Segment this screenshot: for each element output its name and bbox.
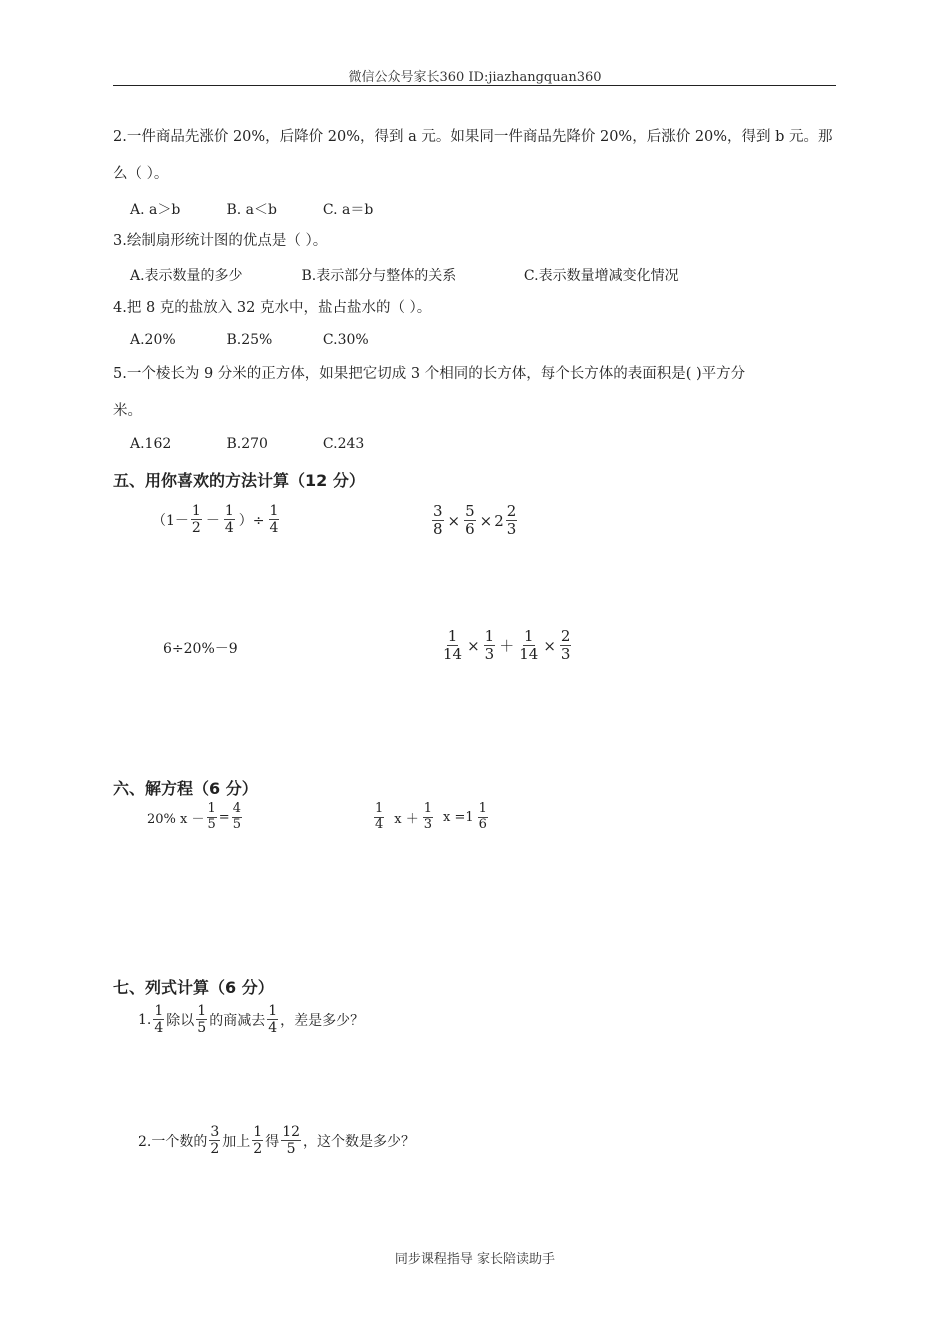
calc-expression-1: （1－ $\frac{1}{2}$ － $\frac{1}{4}$ ）÷ $\frac{1}{4}$: [152, 503, 279, 537]
calc-expression-4: $\frac{1}{14}$ × $\frac{1}{3}$ ＋ $\frac{1}{14}$ × $\frac{2}{3}$: [443, 627, 571, 664]
fraction: $\frac{1}{14}$: [443, 627, 463, 664]
fraction: $\frac{1}{4}$: [154, 1003, 164, 1037]
question-2-line1: 2.一件商品先涨价 20%，后降价 20%，得到 a 元。如果同一件商品先降价 20%，后涨价 20%，得到 b 元。那: [113, 129, 833, 145]
question-4: 4.把 8 克的盐放入 32 克水中，盐占盐水的（ ）。: [113, 300, 432, 316]
fraction: $\frac{1}{3}$: [484, 627, 495, 664]
option-a: A.20%: [130, 332, 176, 348]
fraction: $\frac{12}{5}$: [282, 1124, 301, 1158]
option-c: C.30%: [322, 332, 369, 348]
question-5-line1: 5.一个棱长为 9 分米的正方体，如果把它切成 3 个相同的长方体，每个长方体的表面积是( )平方分: [113, 366, 746, 382]
fraction: $\frac{3}{8}$: [433, 502, 443, 539]
fraction: $\frac{1}{5}$: [207, 801, 216, 832]
calc-expression-2: $\frac{3}{8}$ × $\frac{5}{6}$ × 2 $\frac{2}{3}$: [433, 502, 517, 539]
section-7-title: 七、列式计算（6 分）: [113, 978, 274, 997]
fraction: $\frac{3}{2}$: [210, 1124, 220, 1158]
question-4-options: [130, 332, 369, 348]
fraction: $\frac{1}{4}$: [375, 801, 384, 832]
fraction: $\frac{1}{4}$: [224, 503, 234, 537]
page-header: 微信公众号家长360 ID:jiazhangquan360: [348, 70, 602, 85]
page-footer: 同步课程指导 家长陪读助手: [394, 1252, 556, 1267]
fraction: $\frac{4}{5}$: [232, 801, 241, 832]
question-2-line2: 么（ ）。: [113, 166, 169, 182]
option-a: A.表示数量的多少: [130, 268, 243, 284]
question-5-line2: 米。: [113, 403, 142, 419]
option-b: B.270: [226, 436, 268, 452]
section-6-title: 六、解方程（6 分）: [113, 779, 258, 798]
fraction: $\frac{1}{2}$: [253, 1124, 263, 1158]
fraction: $\frac{1}{5}$: [197, 1003, 207, 1037]
section-5-title: 五、用你喜欢的方法计算（12 分）: [113, 471, 365, 490]
option-a: A.162: [130, 436, 172, 452]
question-2-options: [130, 199, 373, 219]
header-divider: [113, 85, 836, 86]
fraction: $\frac{1}{4}$: [268, 1003, 278, 1037]
equation-1: 20% x － $\frac{1}{5}$ = $\frac{4}{5}$: [147, 801, 241, 832]
fraction: $\frac{2}{3}$: [506, 502, 517, 539]
fraction: $\frac{1}{6}$: [478, 801, 487, 832]
fraction: $\frac{2}{3}$: [560, 627, 571, 664]
question-5-options: [130, 436, 364, 452]
fraction: $\frac{1}{2}$: [191, 503, 201, 537]
question-3-options: [130, 265, 679, 285]
fraction: $\frac{1}{4}$: [269, 503, 279, 537]
fraction: $\frac{5}{6}$: [465, 502, 475, 539]
option-c: C. a＝b: [322, 202, 374, 218]
option-c: C.243: [322, 436, 365, 452]
calc-expression-3: 6÷20%－9: [163, 641, 238, 657]
word-problem-2: 2.一个数的 $\frac{3}{2}$ 加上 $\frac{1}{2}$ 得 $\frac{12}{5}$ ，这个数是多少？: [138, 1124, 416, 1158]
question-3: 3.绘制扇形统计图的优点是（ ）。: [113, 233, 328, 249]
word-problem-1: 1. $\frac{1}{4}$ 除以 $\frac{1}{5}$ 的商减去 $\frac{1}{4}$ ，差是多少？: [138, 1003, 365, 1037]
option-b: B.表示部分与整体的关系: [301, 268, 457, 284]
option-b: B. a＜b: [226, 202, 277, 218]
option-a: A. a＞b: [130, 202, 181, 218]
option-b: B.25%: [226, 332, 273, 348]
equation-2: $\frac{1}{4}$ x ＋ $\frac{1}{3}$ x =1 $\frac{1}{6}$: [375, 801, 487, 832]
option-c: C.表示数量增减变化情况: [523, 268, 679, 284]
fraction: $\frac{1}{14}$: [519, 627, 539, 664]
fraction: $\frac{1}{3}$: [423, 801, 433, 832]
